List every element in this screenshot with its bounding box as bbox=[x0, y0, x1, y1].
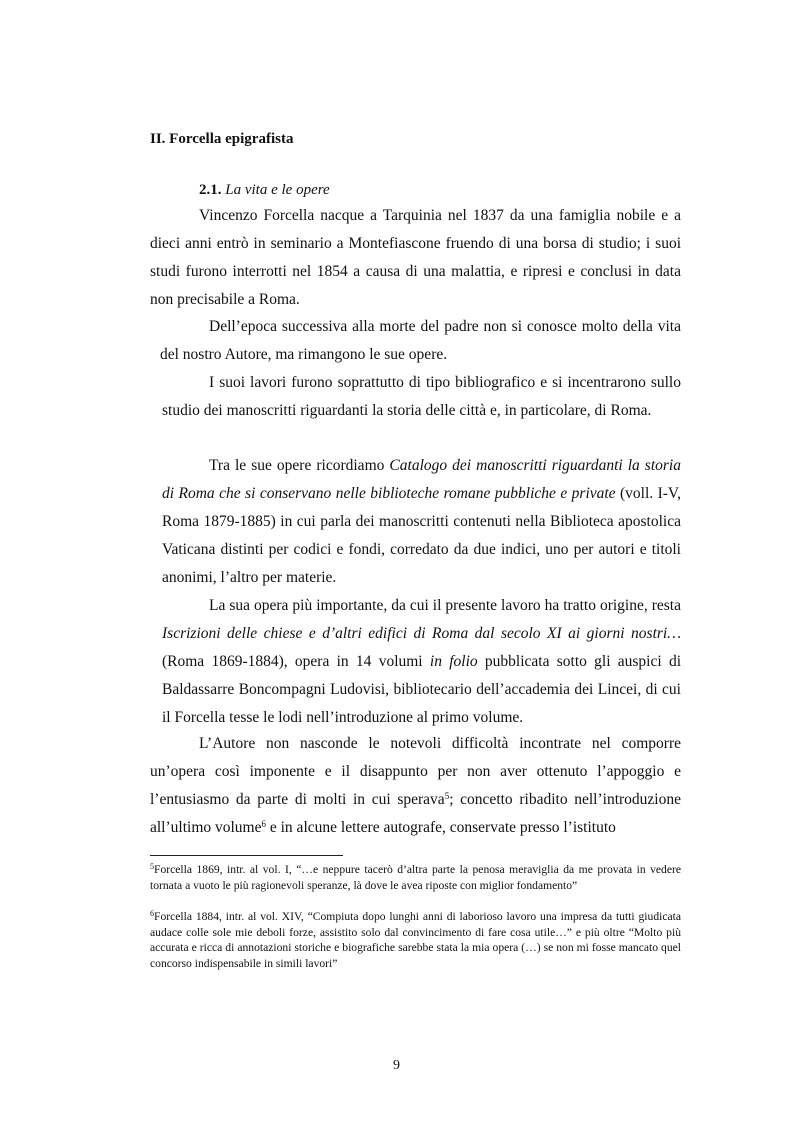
footnote-6-text: Forcella 1884, intr. al vol. XIV, “Compiuta dopo lunghi anni di laborioso lavoro una impresa da tutti giudicata audace colle sole mie deboli forze, assistito solo dal convincimento di fare cosa utile…” e più oltre “Molto più accurata e ricca di annotazioni storiche e biografiche sarebbe stata la mia opera (…) se non mi fosse mancato quel concorso indispensabile in simili lavori” bbox=[150, 910, 681, 970]
paragraph-4-text-cont: (voll. I-V, Roma 1879-1885) in cui parla dei manoscritti contenuti nella Biblioteca apostolica Vaticana distinti per codici e fondi, corredato da due indici, uno per autori e titoli anonimi, l’altro per materie. bbox=[162, 485, 681, 586]
footnote-ref-5[interactable]: 5 bbox=[444, 791, 450, 801]
footnote-5 bbox=[150, 862, 681, 893]
paragraph-3: I suoi lavori furono soprattutto di tipo bibliografico e si incentrarono sullo studio dei manoscritti riguardanti la storia delle città e, in particolare, di Roma. bbox=[162, 374, 681, 419]
section-heading: II. Forcella epigrafista bbox=[150, 131, 294, 147]
paragraph-6-text: L’Autore non nasconde le notevoli difficoltà incontrate nel comporre un’opera così imponente e il disappunto per non aver ottenuto l’appoggio e l’entusiasmo da parte di molti in cui sperava bbox=[150, 735, 681, 808]
footnote-6 bbox=[150, 909, 681, 971]
footnote-ref-6[interactable]: 6 bbox=[261, 819, 266, 829]
subsection-number: 2.1. bbox=[199, 182, 226, 198]
paragraph-1: Vincenzo Forcella nacque a Tarquinia nel 1837 da una famiglia nobile e a dieci anni entrò in seminario a Montefiascone fruendo di una borsa di studio; i suoi studi furono interrotti nel 1854 a causa di una malattia, e ripresi e conclusi in data non precisabile a Roma. bbox=[150, 207, 681, 308]
paragraph-2: Dell’epoca successiva alla morte del padre non si conosce molto della vita del nostro Autore, ma rimangono le sue opere. bbox=[160, 318, 681, 363]
paragraph-5-text: La sua opera più importante, da cui il presente lavoro ha tratto origine, resta bbox=[209, 597, 681, 614]
iscrizioni-title: Iscrizioni delle chiese e d’altri edifici di Roma dal secolo XI ai giorni nostri… bbox=[162, 625, 681, 642]
in-folio-term: in folio bbox=[429, 653, 478, 670]
paragraph-5-text-cont: (Roma 1869-1884), opera in 14 volumi bbox=[162, 653, 430, 670]
paragraph-5-text-end: pubblicata sotto gli auspici di Baldassarre Boncompagni Ludovisi, bibliotecario dell’accademia dei Lincei, di cui il Forcella tesse le lodi nell’introduzione al primo volume. bbox=[162, 653, 682, 726]
paragraph-6-text-cont: ; concetto ribadito nell’introduzione all’ultimo volume bbox=[150, 791, 681, 836]
page-number: 9 bbox=[393, 1058, 400, 1073]
subsection-title: La vita e le opere bbox=[225, 182, 330, 198]
paragraph-6-text-end: e in alcune lettere autografe, conservate presso l’istituto bbox=[266, 819, 616, 836]
footnote-5-text: Forcella 1869, intr. al vol. I, “…e neppure tacerò d’altra parte la penosa meraviglia da me provata in vedere tornata a vuoto le più ragionevoli speranze, là dove le avea riposte con miglior fondamento” bbox=[150, 863, 681, 892]
footnote-separator bbox=[150, 855, 343, 856]
paragraph-5 bbox=[162, 592, 681, 732]
paragraph-4-text: Tra le sue opere ricordiamo bbox=[209, 457, 390, 474]
paragraph-6 bbox=[150, 730, 681, 842]
catalogo-title: Catalogo dei manoscritti riguardanti la storia di Roma che si conservano nelle biblioteche romane pubbliche e private bbox=[162, 457, 681, 502]
subsection-heading bbox=[199, 182, 330, 199]
paragraph-4 bbox=[162, 452, 681, 592]
footnote-5-number: 5 bbox=[150, 862, 154, 871]
footnote-6-number: 6 bbox=[150, 909, 154, 918]
